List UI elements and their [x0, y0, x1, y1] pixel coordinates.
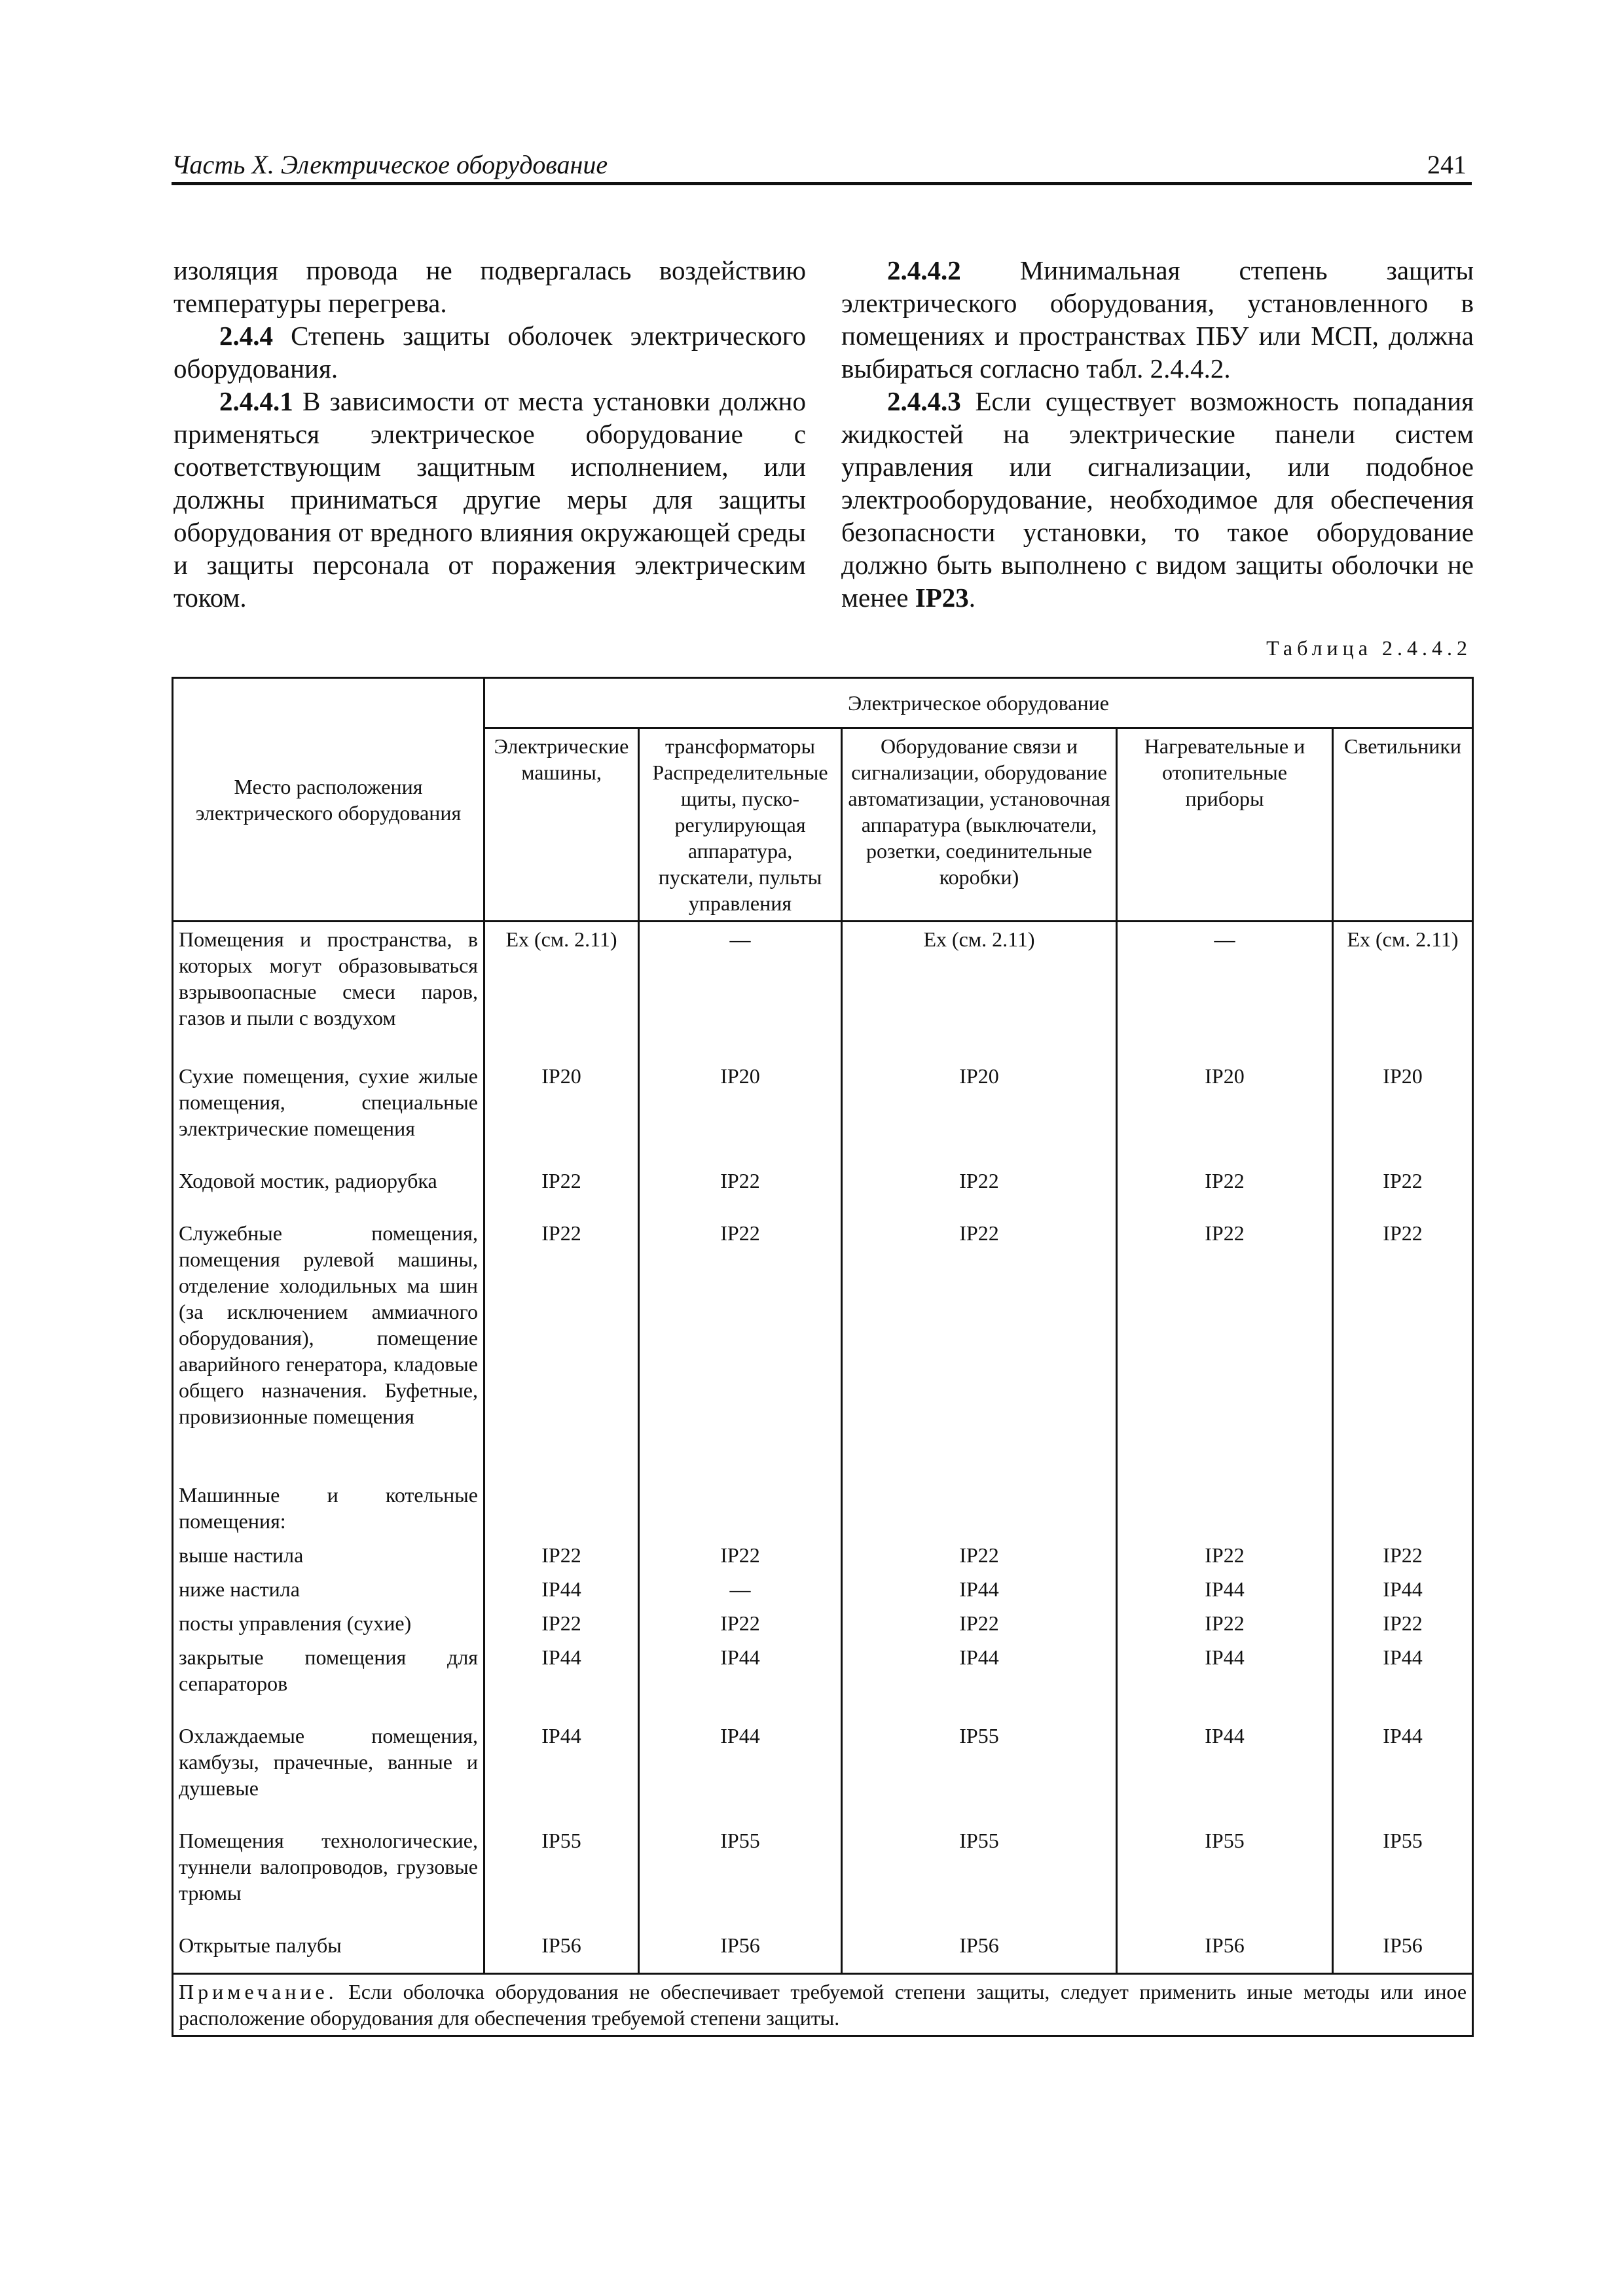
value-cell: IP44 [1117, 1640, 1333, 1719]
value-cell: IP22 [484, 1216, 639, 1478]
location-cell: Ходовой мостик, радиорубка [173, 1164, 484, 1216]
table-row [173, 1164, 1473, 1216]
location-cell: Охлаждаемые помещения, камбузы, прачечные, ванные и душевые [173, 1719, 484, 1823]
page-number: 241 [1427, 150, 1467, 179]
page-header [172, 149, 1472, 185]
value-cell: IP22 [1333, 1538, 1473, 1572]
paragraph-continuation: изоляция провода не подвергалась воздействию температуры перегрева. [173, 255, 806, 318]
section-number: 2.4.4.1 [219, 386, 293, 416]
value-cell: Ex (см. 2.11) [484, 922, 639, 1059]
right-column [841, 254, 1474, 614]
value-cell: — [639, 922, 842, 1059]
value-cell: IP44 [1333, 1572, 1473, 1606]
value-cell: IP55 [1333, 1823, 1473, 1928]
section-text: Если существует возможность попадания жидкостей на электрические панели систем управления или сигнализации, или подобное электрооборудование, необходимое для обеспечения безопасности установки, то такое оборудование должно быть выполнено с видом защиты оболочки не менее [841, 386, 1474, 613]
value-cell: IP44 [842, 1572, 1117, 1606]
value-cell [639, 1478, 842, 1538]
value-cell: IP56 [1117, 1928, 1333, 1974]
value-cell: IP22 [842, 1164, 1117, 1216]
value-cell: — [1117, 922, 1333, 1059]
location-cell: Сухие помещения, сухие жилые помещения, специальные электрические помещения [173, 1059, 484, 1164]
section-2-4-4 [173, 319, 806, 385]
location-cell: ниже настила [173, 1572, 484, 1606]
section-text: В зависимости от места установки должно применяться электрическое оборудование с соответствующим защитным исполнением, или должны приниматься другие меры для защиты оборудования от вредного влияния окружающей среды и защиты персонала от поражения электрическим током. [173, 386, 806, 613]
section-number: 2.4.4 [219, 321, 273, 351]
value-cell: IP20 [842, 1059, 1117, 1164]
value-cell: IP22 [639, 1606, 842, 1640]
section-2-4-4-3: 2.4.4.3 Если существует возможность попадания жидкостей на электрические панели систем управления или сигнализации, или подобное электрооборудование, необходимое для обеспечения безопасности установки, то такое оборудование должно быть выполнено с видом защиты оболочки не менее IP23. [841, 386, 1474, 613]
location-cell: посты управления (сухие) [173, 1606, 484, 1640]
value-cell: IP56 [1333, 1928, 1473, 1974]
value-cell: IP55 [484, 1823, 639, 1928]
value-cell: IP22 [1117, 1164, 1333, 1216]
table-row [173, 1538, 1473, 1572]
value-cell: IP55 [1117, 1823, 1333, 1928]
value-cell: IP22 [842, 1216, 1117, 1478]
location-cell: Помещения и пространства, в которых могут образовываться взрывоопасные смеси паров, газов и пыли с воздухом [173, 922, 484, 1059]
table-row [173, 1216, 1473, 1478]
table-row [173, 1823, 1473, 1928]
value-cell: IP22 [639, 1538, 842, 1572]
value-cell [484, 1478, 639, 1538]
table-row [173, 1059, 1473, 1164]
value-cell [1333, 1478, 1473, 1538]
value-cell: IP56 [484, 1928, 639, 1974]
value-cell: IP22 [484, 1538, 639, 1572]
column-header: трансформаторы Распределительные щиты, пуско-регулирующая аппаратура, пускатели, пульты управления [639, 728, 842, 922]
value-cell: IP22 [842, 1538, 1117, 1572]
table-row [173, 1719, 1473, 1823]
section-number: 2.4.4.3 [887, 386, 961, 416]
value-cell: IP44 [639, 1719, 842, 1823]
value-cell: IP44 [484, 1719, 639, 1823]
location-cell: Помещения технологические, туннели валопроводов, грузовые трюмы [173, 1823, 484, 1928]
section-text: Минимальная степень защиты электрического оборудования, установленного в помещениях и пространствах ПБУ или МСП, должна выбираться согласно табл. 2.4.4.2. [841, 255, 1474, 384]
left-column [173, 254, 806, 614]
value-cell: IP22 [1333, 1164, 1473, 1216]
value-cell [842, 1478, 1117, 1538]
value-cell: IP22 [1117, 1538, 1333, 1572]
location-cell: Служебные помещения, помещения рулевой машины, отделение холодильных ма шин (за исключением аммиачного оборудования), помещение аварийного генератора, кладовые общего назначения. Буфетные, провизионные помещения [173, 1216, 484, 1478]
value-cell: IP56 [842, 1928, 1117, 1974]
protection-degree-table [172, 677, 1474, 2037]
table-row [173, 1572, 1473, 1606]
table-row [173, 1478, 1473, 1538]
value-cell: IP22 [1333, 1606, 1473, 1640]
location-cell: выше настила [173, 1538, 484, 1572]
value-cell: IP44 [1117, 1719, 1333, 1823]
value-cell: IP55 [842, 1719, 1117, 1823]
value-cell: IP22 [1117, 1216, 1333, 1478]
location-cell: Открытые палубы [173, 1928, 484, 1974]
column-header: Оборудование связи и сигнализации, оборудование автоматизации, установочная аппаратура (выключатели, розетки, соединительные коробки) [842, 728, 1117, 922]
value-cell: IP44 [484, 1572, 639, 1606]
value-cell: Ex (см. 2.11) [842, 922, 1117, 1059]
running-title: Часть X. Электрическое оборудование [172, 150, 608, 179]
column-header: Электрические машины, [484, 728, 639, 922]
section-2-4-4-1 [173, 385, 806, 614]
section-title: Степень защиты оболочек электрического оборудования. [173, 321, 806, 384]
value-cell: IP55 [842, 1823, 1117, 1928]
value-cell: IP20 [639, 1059, 842, 1164]
location-cell: закрытые помещения для сепараторов [173, 1640, 484, 1719]
table-note [173, 1974, 1473, 2036]
value-cell [1117, 1478, 1333, 1538]
value-cell: IP20 [484, 1059, 639, 1164]
value-cell: IP22 [639, 1164, 842, 1216]
value-cell: IP44 [842, 1640, 1117, 1719]
section-number: 2.4.4.2 [887, 255, 961, 285]
ip-code: IP23 [915, 583, 969, 613]
value-cell: IP22 [842, 1606, 1117, 1640]
value-cell: IP22 [484, 1164, 639, 1216]
table-note-row [173, 1974, 1473, 2036]
value-cell: IP20 [1333, 1059, 1473, 1164]
value-cell: IP22 [1333, 1216, 1473, 1478]
value-cell: Ex (см. 2.11) [1333, 922, 1473, 1059]
value-cell: IP22 [639, 1216, 842, 1478]
value-cell: IP44 [1333, 1719, 1473, 1823]
table-row [173, 1606, 1473, 1640]
note-text: Если оболочка оборудования не обеспечивает требуемой степени защиты, следует применить иные методы или иное расположение оборудования для обеспечения требуемой степени защиты. [179, 1980, 1467, 2030]
table-row [173, 1928, 1473, 1974]
table-row [173, 1640, 1473, 1719]
value-cell: — [639, 1572, 842, 1606]
value-cell: IP56 [639, 1928, 842, 1974]
value-cell: IP22 [484, 1606, 639, 1640]
value-cell: IP44 [1333, 1640, 1473, 1719]
column-header: Нагревательные и отопительные приборы [1117, 728, 1333, 922]
value-cell: IP44 [1117, 1572, 1333, 1606]
column-header: Светильники [1333, 728, 1473, 922]
value-cell: IP22 [1117, 1606, 1333, 1640]
location-cell: Машинные и котельные помещения: [173, 1478, 484, 1538]
location-header: Место расположения электрического оборудования [173, 678, 484, 922]
value-cell: IP20 [1117, 1059, 1333, 1164]
value-cell: IP55 [639, 1823, 842, 1928]
table-caption: Таблица 2.4.4.2 [1266, 636, 1472, 660]
equipment-group-header: Электрическое оборудование [484, 678, 1473, 728]
value-cell: IP44 [484, 1640, 639, 1719]
table-row [173, 922, 1473, 1059]
value-cell: IP44 [639, 1640, 842, 1719]
note-label: Примечание. [179, 1980, 338, 2003]
section-2-4-4-2 [841, 254, 1474, 385]
